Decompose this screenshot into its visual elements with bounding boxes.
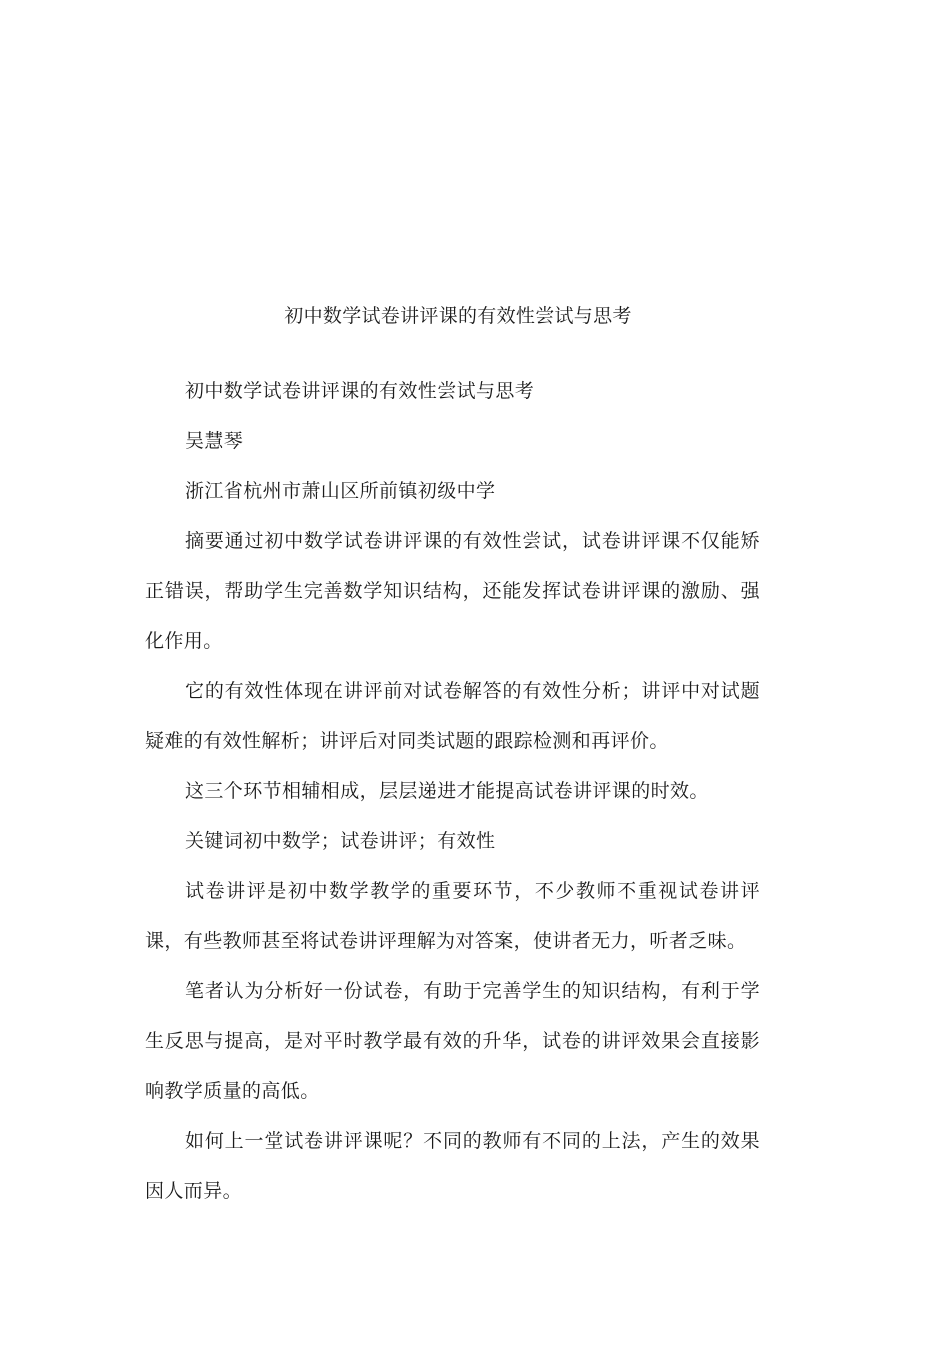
abstract-paragraph-3: 这三个环节相辅相成，层层递进才能提高试卷讲评课的时效。 [185,780,709,802]
body-paragraph: 试卷讲评是初中数学教学的重要环节，不少教师不重视试卷讲评课，有些教师甚至将试卷讲评理解为对答案，使讲者无力，听者乏味。 [145,880,760,952]
abstract-paragraph-2: 它的有效性体现在讲评前对试卷解答的有效性分析；讲评中对试题疑难的有效性解析；讲评后对同类试题的跟踪检测和再评价。 [145,680,760,752]
body-paragraph: 如何上一堂试卷讲评课呢？不同的教师有不同的上法，产生的效果因人而异。 [145,1130,760,1202]
subtitle-paragraph: 初中数学试卷讲评课的有效性尝试与思考 [185,380,535,402]
abstract-paragraph: 摘要通过初中数学试卷讲评课的有效性尝试，试卷讲评课不仅能矫正错误，帮助学生完善数学知识结构，还能发挥试卷讲评课的激励、强化作用。 [145,530,760,652]
author-affiliation: 浙江省杭州市萧山区所前镇初级中学 [185,480,496,502]
author-name: 吴慧琴 [185,430,244,452]
document-title: 初中数学试卷讲评课的有效性尝试与思考 [284,305,632,327]
body-paragraph: 笔者认为分析好一份试卷，有助于完善学生的知识结构，有利于学生反思与提高，是对平时教学最有效的升华，试卷的讲评效果会直接影响教学质量的高低。 [145,980,760,1102]
keywords-paragraph: 关键词初中数学；试卷讲评；有效性 [185,830,496,852]
document-body [145,366,760,1216]
